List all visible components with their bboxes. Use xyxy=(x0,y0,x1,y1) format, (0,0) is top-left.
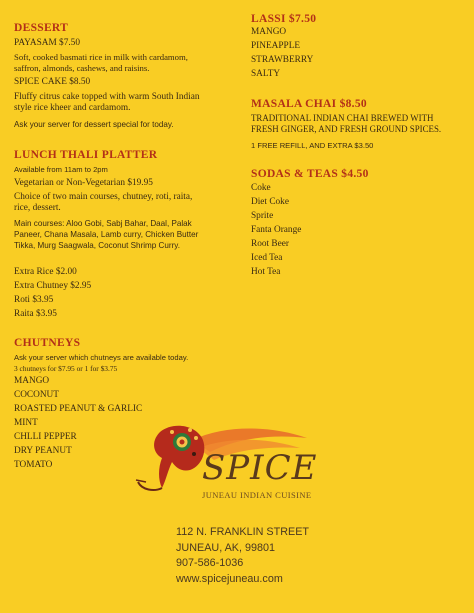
thali-option: Vegetarian or Non-Vegetarian $19.95 xyxy=(14,178,153,188)
chutneys-note: Ask your server which chutneys are available today. xyxy=(14,353,189,362)
soda-item: Iced Tea xyxy=(251,253,283,263)
lassi-heading: LASSI $7.50 xyxy=(251,13,317,25)
thali-hours: Available from 11am to 2pm xyxy=(14,165,108,174)
payasam-desc-1: Soft, cooked basmati rice in milk with cardamom, xyxy=(14,52,188,62)
chutney-item: COCONUT xyxy=(14,390,59,400)
chutney-item: TOMATO xyxy=(14,460,53,470)
extra-item: Extra Chutney $2.95 xyxy=(14,281,92,291)
soda-item: Sprite xyxy=(251,211,274,221)
chai-desc-1: TRADITIONAL INDIAN CHAI BREWED WITH xyxy=(251,113,434,123)
chutney-item: DRY PEANUT xyxy=(14,446,72,456)
address-website[interactable]: www.spicejuneau.com xyxy=(176,573,283,585)
lassi-item: STRAWBERRY xyxy=(251,55,314,65)
address-phone[interactable]: 907-586-1036 xyxy=(176,557,244,569)
chutney-item: MANGO xyxy=(14,376,50,386)
thali-heading: LUNCH THALI PLATTER xyxy=(14,149,158,161)
chai-refill: 1 FREE REFILL, AND EXTRA $3.50 xyxy=(251,141,374,150)
soda-item: Root Beer xyxy=(251,239,289,249)
chai-desc-2: FRESH GINGER, AND FRESH GROUND SPICES. xyxy=(251,124,442,134)
soda-item: Hot Tea xyxy=(251,267,281,277)
payasam-item: PAYASAM $7.50 xyxy=(14,38,80,48)
thali-courses-3: Tikka, Murg Saagwala, Coconut Shrimp Curry. xyxy=(14,241,180,250)
chutney-item: CHLLI PEPPER xyxy=(14,432,77,442)
dessert-note: Ask your server for dessert special for today. xyxy=(14,120,174,129)
chutney-item: MINT xyxy=(14,418,38,428)
extra-item: Extra Rice $2.00 xyxy=(14,267,77,277)
lassi-item: PINEAPPLE xyxy=(251,41,301,51)
logo-wordmark: SPICE xyxy=(202,448,318,488)
thali-choice-1: Choice of two main courses, chutney, roti, raita, xyxy=(14,192,193,202)
dessert-heading: DESSERT xyxy=(14,22,69,34)
spice-cake-desc-2: style rice kheer and cardamom. xyxy=(14,103,131,113)
soda-item: Diet Coke xyxy=(251,197,289,207)
sodas-heading: SODAS & TEAS $4.50 xyxy=(251,168,369,180)
thali-choice-2: rice, dessert. xyxy=(14,203,61,213)
thali-courses-1: Main courses: Aloo Gobi, Sabj Bahar, Daal, Palak xyxy=(14,219,192,228)
spice-cake-item: SPICE CAKE $8.50 xyxy=(14,77,91,87)
address-city: JUNEAU, AK, 99801 xyxy=(176,542,276,554)
lassi-item: SALTY xyxy=(251,69,281,79)
chutneys-heading: CHUTNEYS xyxy=(14,337,81,349)
chutneys-pricing: 3 chutneys for $7.95 or 1 for $3.75 xyxy=(14,364,118,373)
address-street: 112 N. FRANKLIN STREET xyxy=(176,526,309,538)
thali-courses-2: Paneer, Chana Masala, Lamb curry, Chicken Butter xyxy=(14,230,199,239)
lassi-item: MANGO xyxy=(251,27,287,37)
soda-item: Fanta Orange xyxy=(251,225,302,235)
chai-heading: MASALA CHAI $8.50 xyxy=(251,98,367,110)
spice-cake-desc-1: Fluffy citrus cake topped with warm South Indian xyxy=(14,92,200,102)
payasam-desc-2: saffron, almonds, cashews, and raisins. xyxy=(14,63,150,73)
extra-item: Raita $3.95 xyxy=(14,309,57,319)
soda-item: Coke xyxy=(251,183,271,193)
logo-tagline: JUNEAU INDIAN CUISINE xyxy=(202,490,312,500)
extra-item: Roti $3.95 xyxy=(14,295,54,305)
spice-logo xyxy=(132,418,318,510)
chutney-item: ROASTED PEANUT & GARLIC xyxy=(14,404,143,414)
